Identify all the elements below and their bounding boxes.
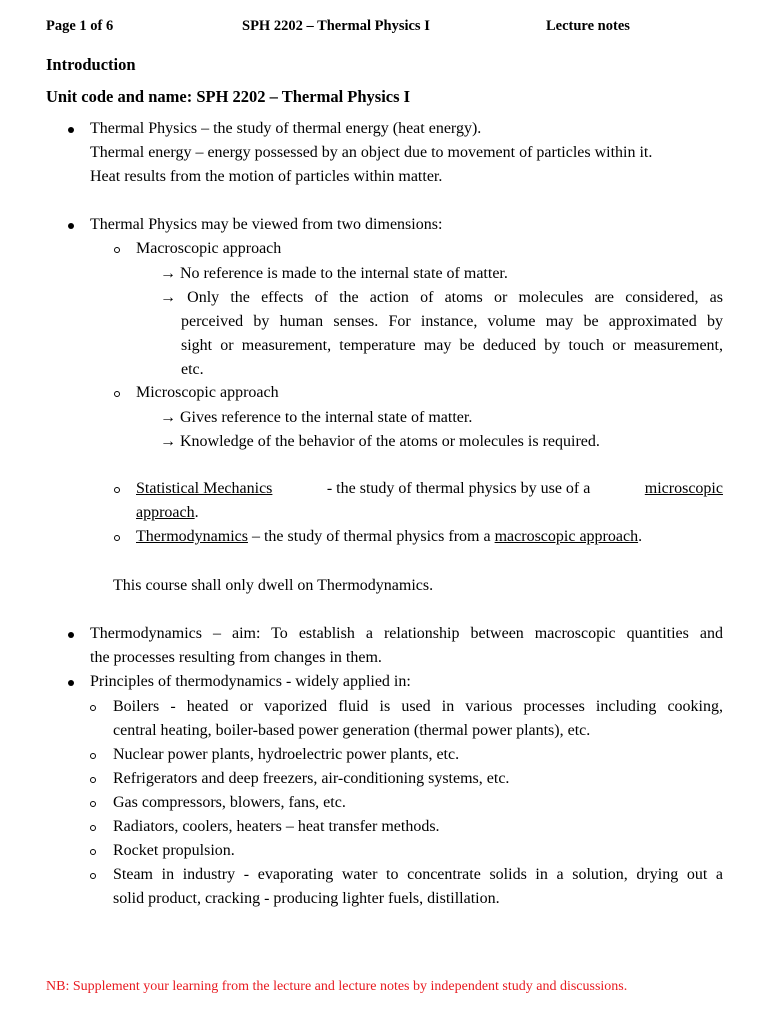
bullet-dot xyxy=(68,223,74,229)
sub-bullet-circle xyxy=(114,247,120,253)
sub-bullet-circle xyxy=(90,753,96,759)
statistical-mechanics-definition: - the study of thermal physics by use of a xyxy=(326,480,591,497)
sub-bullet-circle xyxy=(90,825,96,831)
application-compressors: Gas compressors, blowers, fans, etc. xyxy=(113,794,346,811)
macro-point-a: → No reference is made to the internal state of matter. xyxy=(160,265,508,282)
bullet1-line1: Thermal Physics – the study of thermal energy (heat energy). xyxy=(90,120,482,137)
micro-approach-label: Microscopic approach xyxy=(136,384,279,401)
sub-bullet-circle xyxy=(90,849,96,855)
unit-heading: Unit code and name: SPH 2202 – Thermal Physics I xyxy=(46,87,411,106)
approach-link-text: approach xyxy=(136,504,195,521)
period: . xyxy=(638,528,643,545)
application-rocket: Rocket propulsion. xyxy=(113,842,235,859)
course-dwell-note: This course shall only dwell on Thermodynamics. xyxy=(113,577,434,594)
header-page-number: Page 1 of 6 xyxy=(46,18,114,34)
micro-point-a: → Gives reference to the internal state of matter. xyxy=(160,409,473,426)
thermodynamics-term: Thermodynamics xyxy=(136,528,248,545)
bullet1-line2: Thermal energy – energy possessed by an object due to movement of particles within it. xyxy=(90,144,653,161)
application-steam-line1: Steam in industry - evaporating water to concentrate solids in a solution, drying out a xyxy=(113,866,723,883)
sub-bullet-circle xyxy=(90,705,96,711)
header-course-title: SPH 2202 – Thermal Physics I xyxy=(242,18,430,34)
bullet1-line3: Heat results from the motion of particles within matter. xyxy=(90,168,443,185)
application-boilers-line1: Boilers - heated or vaporized fluid is used in various processes including cooking, xyxy=(113,698,723,715)
application-radiators: Radiators, coolers, heaters – heat transfer methods. xyxy=(113,818,440,835)
application-boilers-line2: central heating, boiler-based power generation (thermal power plants), etc. xyxy=(113,722,591,739)
bullet3-line1: Thermodynamics – aim: To establish a relationship between macroscopic quantities and xyxy=(90,625,723,642)
sub-bullet-circle xyxy=(114,535,120,541)
macro-point-b-line1: → Only the effects of the action of atoms or molecules are considered, as xyxy=(160,289,723,306)
footer-nb-note: NB: Supplement your learning from the lecture and lecture notes by independent study and discussions. xyxy=(46,979,628,994)
macro-point-b-line3: sight or measurement, temperature may be deduced by touch or measurement, xyxy=(181,337,723,354)
application-refrigerators: Refrigerators and deep freezers, air-conditioning systems, etc. xyxy=(113,770,510,787)
bullet-dot xyxy=(68,632,74,638)
statistical-mechanics-term: Statistical Mechanics xyxy=(136,480,273,497)
sub-bullet-circle xyxy=(114,487,120,493)
period: . xyxy=(194,504,199,521)
thermodynamics-line xyxy=(136,527,642,547)
bullet4-intro: Principles of thermodynamics - widely applied in: xyxy=(90,673,411,690)
section-title: Introduction xyxy=(46,55,136,74)
macro-point-b-line2: perceived by human senses. For instance, volume may be approximated by xyxy=(181,313,723,330)
sub-bullet-circle xyxy=(114,391,120,397)
thermodynamics-definition: – the study of thermal physics from a xyxy=(247,528,495,545)
header-doc-type: Lecture notes xyxy=(546,18,630,34)
macro-point-b-line4: etc. xyxy=(181,361,204,378)
sub-bullet-circle xyxy=(90,801,96,807)
macro-approach-label: Macroscopic approach xyxy=(136,240,282,257)
bullet-dot xyxy=(68,127,74,133)
sub-bullet-circle xyxy=(90,873,96,879)
bullet2-intro: Thermal Physics may be viewed from two dimensions: xyxy=(90,216,443,233)
bullet-dot xyxy=(68,680,74,686)
statistical-mechanics-line1 xyxy=(136,479,723,499)
micro-point-b: → Knowledge of the behavior of the atoms or molecules is required. xyxy=(160,433,600,450)
sub-bullet-circle xyxy=(90,777,96,783)
microscopic-link-text: microscopic xyxy=(644,480,723,497)
bullet3-line2: the processes resulting from changes in them. xyxy=(90,649,382,666)
application-power-plants: Nuclear power plants, hydroelectric power plants, etc. xyxy=(113,746,460,763)
statistical-mechanics-line2 xyxy=(136,503,199,523)
macroscopic-approach-link-text: macroscopic approach xyxy=(494,528,639,545)
application-steam-line2: solid product, cracking - producing lighter fuels, distillation. xyxy=(113,890,500,907)
